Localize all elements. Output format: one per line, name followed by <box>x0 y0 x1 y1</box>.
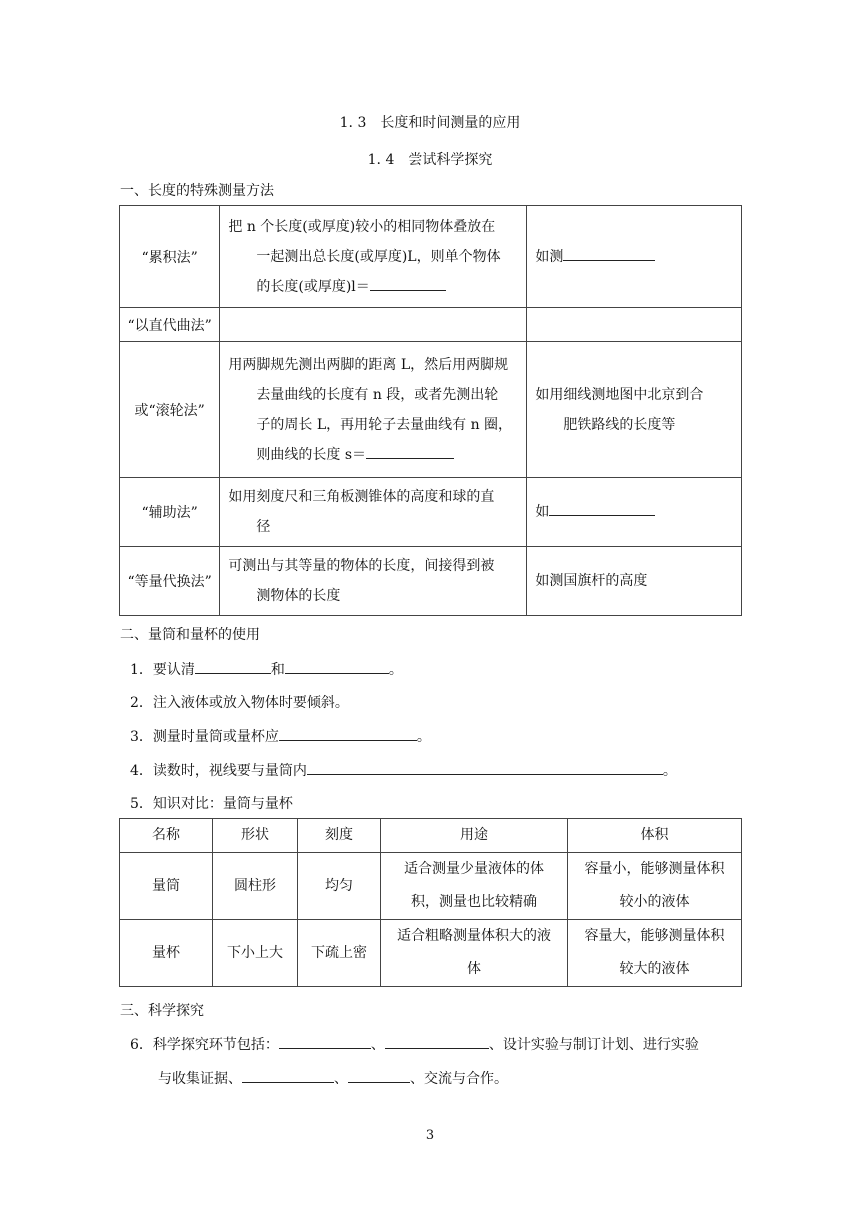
use-line: 积，测量也比较精确 <box>411 894 537 910</box>
example-cell: 如测国旗杆的高度 <box>527 547 742 616</box>
desc-text: 的长度(或厚度)l＝ <box>256 278 370 295</box>
question-4 <box>130 760 677 780</box>
desc-line: 子的周长 L，再用轮子去量曲线有 n 圈， <box>256 416 513 433</box>
heading-cylinder-usage: 二、量筒和量杯的使用 <box>120 627 260 643</box>
use-cell <box>381 920 568 987</box>
page-number: 3 <box>425 1128 435 1143</box>
description-cell <box>220 206 527 308</box>
table-row <box>120 206 742 308</box>
desc-line: 测物体的长度 <box>256 588 341 604</box>
question-1 <box>130 659 403 679</box>
q6-sep: 、 <box>370 1037 385 1053</box>
method-cell: “辅助法” <box>120 478 220 547</box>
method-cell: “累积法” <box>120 206 220 308</box>
header-cell: 名称 <box>120 819 213 853</box>
method-cell: “等量代换法” <box>120 547 220 616</box>
method-cell: “以直代曲法” <box>120 308 220 342</box>
header-cell: 用途 <box>381 819 568 853</box>
question-3 <box>130 726 431 746</box>
example-line: 如用细线测地图中北京到合 <box>535 386 704 403</box>
q1-end: 。 <box>388 662 403 678</box>
section-title-1-4: 1. 4 尝试科学探究 <box>367 152 493 168</box>
question-6-cont <box>158 1068 508 1088</box>
answer-blank[interactable] <box>307 761 663 775</box>
example-cell <box>527 308 742 342</box>
desc-line: 径 <box>256 519 271 535</box>
scale-cell: 均匀 <box>298 853 381 920</box>
q3-text: 3．测量时量筒或量杯应 <box>130 729 279 745</box>
volume-cell <box>568 853 742 920</box>
table-row <box>120 342 742 478</box>
desc-line: 如用刻度尺和三角板测锥体的高度和球的直 <box>228 489 495 505</box>
heading-scientific-inquiry: 三、科学探究 <box>120 1003 204 1019</box>
use-line: 体 <box>467 961 481 977</box>
desc-line: 用两脚规先测出两脚的距离 L，然后用两脚规 <box>228 356 509 373</box>
example-line: 肥铁路线的长度等 <box>563 416 676 433</box>
answer-blank[interactable] <box>195 660 271 674</box>
answer-blank[interactable] <box>549 502 655 516</box>
volume-cell <box>568 920 742 987</box>
q6-end: 、交流与合作。 <box>410 1071 508 1087</box>
description-cell <box>220 342 527 478</box>
example-cell <box>527 478 742 547</box>
q6-sep-2: 、 <box>334 1071 348 1087</box>
volume-line: 较大的液体 <box>619 961 690 977</box>
use-line: 适合粗略测量体积大的液 <box>397 928 551 944</box>
description-cell <box>220 547 527 616</box>
answer-blank[interactable] <box>366 445 454 459</box>
table-row <box>120 478 742 547</box>
answer-blank[interactable] <box>385 1035 489 1049</box>
method-cell: 或“滚轮法” <box>120 342 220 478</box>
name-cell: 量筒 <box>120 853 213 920</box>
example-text: 如测 <box>535 248 564 265</box>
desc-line: 把 n 个长度(或厚度)较小的相同物体叠放在 <box>228 218 496 235</box>
description-cell <box>220 478 527 547</box>
question-6 <box>130 1034 699 1054</box>
question-5: 5．知识对比：量筒与量杯 <box>130 796 293 812</box>
heading-special-length-methods: 一、长度的特殊测量方法 <box>120 183 274 199</box>
shape-cell: 圆柱形 <box>213 853 298 920</box>
use-line: 适合测量少量液体的体 <box>404 861 544 877</box>
answer-blank[interactable] <box>348 1069 410 1083</box>
answer-blank[interactable] <box>285 660 389 674</box>
header-cell: 形状 <box>213 819 298 853</box>
table-row <box>120 547 742 616</box>
volume-line: 容量小，能够测量体积 <box>584 861 725 877</box>
table-header-row <box>120 819 742 853</box>
q4-end: 。 <box>662 763 677 779</box>
answer-blank[interactable] <box>563 247 655 261</box>
example-cell <box>527 342 742 478</box>
volume-line: 较小的液体 <box>619 894 690 910</box>
q1-and: 和 <box>270 662 285 678</box>
scale-cell: 下疏上密 <box>298 920 381 987</box>
answer-blank[interactable] <box>279 727 417 741</box>
desc-line <box>228 440 518 470</box>
answer-blank[interactable] <box>370 277 446 291</box>
header-cell: 刻度 <box>298 819 381 853</box>
volume-line: 容量大，能够测量体积 <box>584 928 725 944</box>
table-row <box>120 853 742 920</box>
section-title-1-3: 1. 3 长度和时间测量的应用 <box>339 115 521 131</box>
q6-text: 6．科学探究环节包括： <box>130 1037 279 1053</box>
desc-line: 一起测出总长度(或厚度)L，则单个物体 <box>256 248 501 265</box>
description-cell <box>220 308 527 342</box>
q3-end: 。 <box>416 729 431 745</box>
example-text: 如 <box>535 504 550 520</box>
question-2: 2．注入液体或放入物体时要倾斜。 <box>130 695 349 711</box>
example-cell <box>527 206 742 308</box>
name-cell: 量杯 <box>120 920 213 987</box>
cylinder-vs-beaker-table <box>119 818 742 987</box>
special-methods-table <box>119 205 742 616</box>
shape-cell: 下小上大 <box>213 920 298 987</box>
desc-line <box>228 272 518 302</box>
desc-line: 可测出与其等量的物体的长度，间接得到被 <box>228 558 495 574</box>
q4-text: 4．读数时，视线要与量筒内 <box>130 763 307 779</box>
header-cell: 体积 <box>568 819 742 853</box>
q6-text-2: 、设计实验与制订计划、进行实验 <box>488 1037 699 1053</box>
table-row <box>120 920 742 987</box>
q6-text-3: 与收集证据、 <box>158 1071 242 1087</box>
answer-blank[interactable] <box>242 1069 334 1083</box>
answer-blank[interactable] <box>279 1035 371 1049</box>
table-row <box>120 308 742 342</box>
desc-text: 则曲线的长度 s＝ <box>256 446 367 463</box>
desc-line: 去量曲线的长度有 n 段，或者先测出轮 <box>256 386 499 403</box>
use-cell <box>381 853 568 920</box>
q1-text: 1．要认清 <box>130 662 195 678</box>
